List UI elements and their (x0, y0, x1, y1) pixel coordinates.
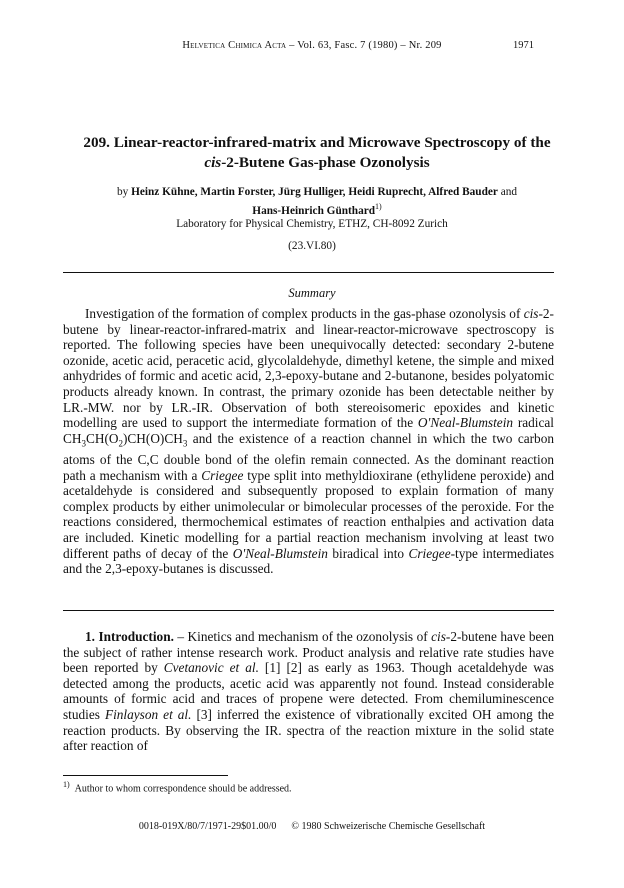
footnote-text: Author to whom correspondence should be addressed. (74, 783, 292, 795)
summary-text-3c: )CH(O)CH (123, 430, 183, 446)
introduction-paragraph (63, 629, 554, 754)
summary-subscript-3a: 3 (81, 438, 86, 449)
summary-paragraph (63, 306, 554, 577)
summary-heading: Summary (288, 286, 336, 300)
intro-text-3: [1] [2] as early as 1963. Though acetaldehyde was detected among the products, acetic acid was apparently not found. Instead considerable amounts of formic acid and traces of propene were detected. From chemiluminescence studies (63, 660, 554, 722)
page-number: 1971 (513, 40, 534, 51)
summary-text-1: Investigation of the formation of complex products in the gas-phase ozonolysis of (85, 306, 524, 321)
author-footnote-marker: 1) (375, 201, 382, 211)
title-line-2 (80, 153, 554, 173)
summary-criegee-2: Criegee (408, 545, 451, 561)
article-code: 0018-019X/80/7/1971-29$01.00/0 (138, 821, 277, 832)
summary-text-6: biradical into (327, 545, 409, 561)
authors-line-1 (100, 186, 534, 200)
summary-bottom-divider (63, 610, 554, 611)
affiliation: Laboratory for Physical Chemistry, ETHZ, CH-8092 Zurich (176, 218, 448, 230)
title-cis: cis (204, 154, 222, 171)
summary-text-3: radical CH (63, 415, 554, 446)
authors-line-2 (100, 200, 534, 218)
journal-name: Helvetica Chimica Acta (182, 40, 287, 51)
top-divider (63, 272, 554, 273)
summary-text-7: -type intermediates and the 2,3-epoxy-butanes is discussed. (63, 545, 554, 577)
summary-text-5: type split into methyldioxirane (ethylidene peroxide) and acetaldehyde is considered and subsequently proposed to explain formation of many complex products by either unimolecular or bimolecular processes of the peroxide. For the reactions considered, thermochemical estimates of reaction enthalpies and activation data are included. Kinetic modelling for a partial reaction mechanism involving at least two different paths of decay of the (63, 467, 555, 561)
intro-finlayson: Finlayson et al. (104, 706, 192, 722)
title-line-2-rest: -2-Butene Gas-phase Ozonolysis (221, 154, 430, 171)
paper-title (80, 133, 554, 173)
authors-names-2: Hans-Heinrich Günthard (252, 204, 376, 217)
footnote-marker: 1) (63, 780, 70, 789)
intro-cvetanovic: Cvetanovic et al. (163, 660, 259, 676)
title-line-1: 209. Linear-reactor-infrared-matrix and Microwave Spectroscopy of the (83, 134, 551, 151)
author-list (100, 186, 534, 218)
summary-text-3b: CH(O (85, 430, 119, 446)
authors-names-1: Heinz Kühne, Martin Forster, Jürg Hulliger, Heidi Ruprecht, Alfred Bauder (131, 186, 498, 198)
intro-text-4: [3] inferred the existence of vibrationally excited OH among the reaction products. By observing the IR. spectra of the reaction mixture in the solid state after reaction of (63, 706, 555, 754)
summary-oneal-blumstein-1: O'Neal-Blumstein (417, 415, 514, 431)
summary-criegee-1: Criegee (201, 467, 244, 483)
footnote-divider (63, 775, 228, 776)
summary-text-4: and the existence of a reaction channel in which the two carbon atoms of the C,C double bond of the olefin remain connected. As the dominant reaction path a mechanism with a (63, 430, 554, 483)
intro-cis: cis (431, 629, 446, 644)
received-date: (23.VI.80) (288, 240, 336, 252)
summary-cis: cis (523, 306, 539, 321)
footnote (63, 780, 554, 794)
summary-subscript-2: 2 (118, 438, 123, 449)
summary-subscript-3b: 3 (182, 438, 188, 449)
copyright-notice: © 1980 Schweizerische Chemische Gesellschaft (291, 821, 486, 832)
section-heading-introduction: 1. Introduction. (85, 629, 174, 644)
summary-oneal-blumstein-2: O'Neal-Blumstein (232, 545, 328, 561)
page-footer (0, 821, 624, 832)
intro-text-2: -2-butene have been the subject of rather intense research work. Product analysis and relative rate studies have been reported by (63, 629, 554, 676)
authors-by: by (116, 186, 129, 198)
authors-and: and (500, 186, 518, 198)
issue-info: Vol. 63, Fasc. 7 (1980) – Nr. 209 (297, 40, 442, 51)
journal-citation: Helvetica Chimica Acta – Vol. 63, Fasc. 7 (1980) – Nr. 209 (182, 40, 442, 51)
summary-text-2: -2-butene by linear-reactor-infrared-matrix and linear-reactor-microwave spectroscopy is reported. The following species have been unequivocally detected: secondary 2-butene ozonide, acetic acid, peracetic acid, glycolaldehyde, dimethyl ketene, the simple and mixed anhydrides of formic and acetic acid, 2,3-epoxy-butane and 2-butanone, besides polyatomic products already known. In contrast, the primary ozonide has been detectable neither by LR.-MW. nor by LR.-IR. Observation of both stereoisomeric epoxides and kinetic modelling are used to support the intermediate formation of the (63, 306, 554, 431)
intro-text-1: – Kinetics and mechanism of the ozonolysis of (173, 629, 432, 644)
